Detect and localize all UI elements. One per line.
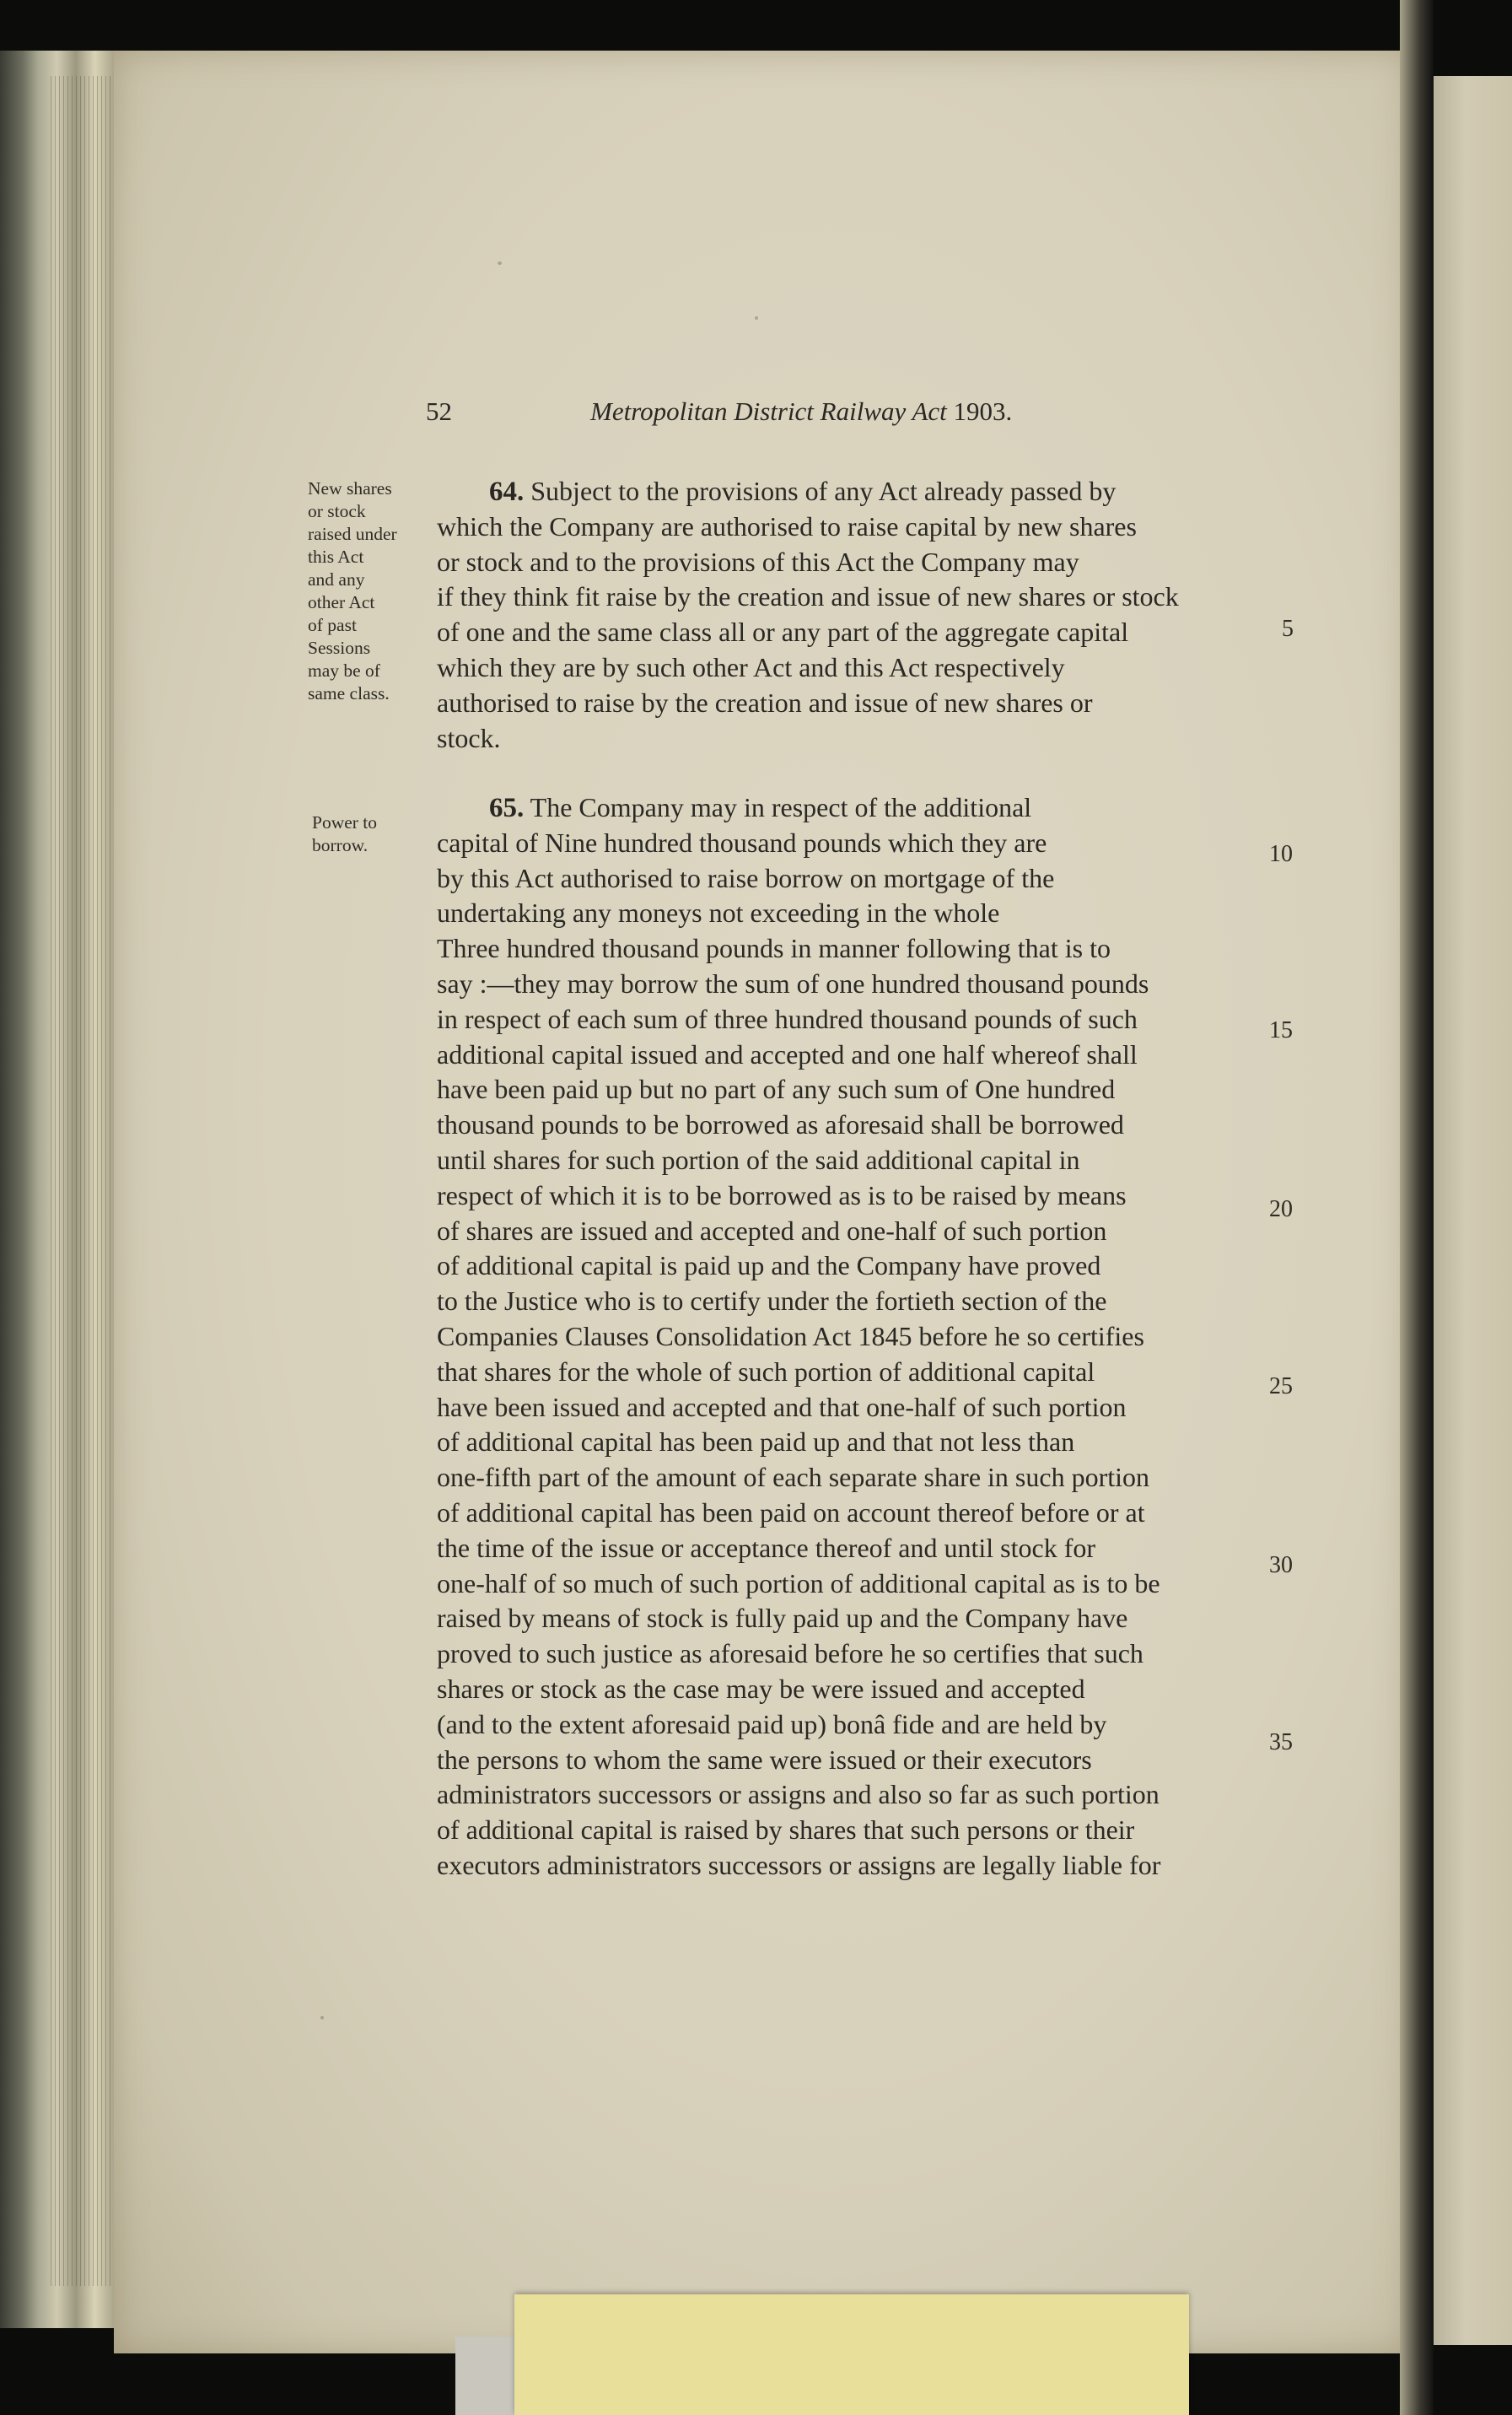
text-line bbox=[437, 509, 1246, 545]
marginal-note-64: New shares or stock raised under this Act and any other Act of past Sessions may be of same class. bbox=[308, 478, 397, 703]
text-line-content: thousand pounds to be borrowed as aforesaid shall be borrowed bbox=[437, 1109, 1124, 1140]
text-line bbox=[437, 1178, 1259, 1214]
page-number: 52 bbox=[426, 396, 452, 426]
text-line-content: of additional capital is paid up and the Company have proved bbox=[437, 1250, 1101, 1281]
margin-line-number: 30 bbox=[1269, 1552, 1293, 1578]
text-line-content: administrators successors or assigns and also so far as such portion bbox=[437, 1779, 1160, 1810]
text-line-content: by this Act authorised to raise borrow on mortgage of the bbox=[437, 862, 1055, 893]
text-line-content: of additional capital is raised by shares that such persons or their bbox=[437, 1814, 1135, 1846]
text-line bbox=[437, 1566, 1259, 1602]
text-line bbox=[437, 1813, 1259, 1848]
text-line-content: of additional capital has been paid up and that not less than bbox=[437, 1426, 1075, 1458]
text-line bbox=[437, 1355, 1259, 1390]
text-line bbox=[437, 545, 1246, 580]
text-line bbox=[437, 1707, 1259, 1743]
text-line bbox=[437, 1214, 1259, 1249]
text-line-content: shares or stock as the case may be were issued and accepted bbox=[437, 1673, 1085, 1704]
text-line bbox=[437, 896, 1259, 931]
margin-line-number: 15 bbox=[1269, 1017, 1293, 1043]
text-line bbox=[437, 721, 1246, 757]
text-line-content: raised by means of stock is fully paid up and the Company have bbox=[437, 1603, 1128, 1634]
paper-speck bbox=[498, 261, 502, 265]
text-line bbox=[437, 1108, 1259, 1143]
text-line bbox=[437, 686, 1246, 721]
margin-line-number: 10 bbox=[1269, 841, 1293, 867]
text-line bbox=[437, 931, 1259, 967]
text-line-content: authorised to raise by the creation and issue of new shares or bbox=[437, 687, 1093, 718]
text-line bbox=[437, 1848, 1259, 1884]
text-line-content: until shares for such portion of the said additional capital in bbox=[437, 1144, 1080, 1175]
text-line bbox=[437, 1072, 1259, 1108]
text-line-content: of additional capital has been paid on account thereof before or at bbox=[437, 1496, 1145, 1528]
text-line-content: additional capital issued and accepted and one half whereof shall bbox=[437, 1038, 1138, 1070]
margin-line-number: 20 bbox=[1269, 1196, 1293, 1222]
section-64 bbox=[437, 474, 1246, 756]
running-title-text: Metropolitan District Railway Act bbox=[590, 396, 947, 426]
text-line bbox=[437, 1672, 1259, 1707]
text-line-content: stock. bbox=[437, 722, 501, 753]
text-line bbox=[437, 967, 1259, 1002]
text-line bbox=[437, 1143, 1259, 1178]
text-line bbox=[437, 1319, 1259, 1355]
text-line bbox=[437, 1038, 1259, 1073]
text-line bbox=[437, 650, 1246, 686]
text-line bbox=[437, 1002, 1259, 1038]
text-line bbox=[437, 1777, 1259, 1813]
margin-line-number: 35 bbox=[1269, 1729, 1293, 1755]
text-line-content: of shares are issued and accepted and one-half of such portion bbox=[437, 1215, 1107, 1246]
text-line-content: if they think fit raise by the creation and issue of new shares or stock bbox=[437, 581, 1179, 612]
text-line-content: which the Company are authorised to raise capital by new shares bbox=[437, 510, 1137, 542]
text-line-content: which they are by such other Act and this Act respectively bbox=[437, 651, 1065, 682]
text-line-content: executors administrators successors or assigns are legally liable for bbox=[437, 1849, 1161, 1880]
text-line bbox=[437, 861, 1259, 897]
text-line-content: one-fifth part of the amount of each separate share in such portion bbox=[437, 1462, 1150, 1493]
section-65 bbox=[437, 790, 1259, 1884]
text-line bbox=[437, 1425, 1259, 1460]
text-line-content: in respect of each sum of three hundred thousand pounds of such bbox=[437, 1003, 1138, 1034]
text-line bbox=[437, 1390, 1259, 1426]
text-line-content: one-half of so much of such portion of additional capital as is to be bbox=[437, 1567, 1160, 1598]
text-line-content: that shares for the whole of such portion of additional capital bbox=[437, 1356, 1095, 1387]
page-edge-stack bbox=[51, 76, 122, 2286]
text-line bbox=[437, 1496, 1259, 1531]
text-line-content: capital of Nine hundred thousand pounds which they are bbox=[437, 827, 1047, 858]
text-line-content: The Company may in respect of the additional bbox=[524, 792, 1032, 822]
text-line-content: proved to such justice as aforesaid before he so certifies that such bbox=[437, 1638, 1143, 1669]
book-gutter bbox=[1400, 0, 1434, 2415]
text-line-content: have been issued and accepted and that one-half of such portion bbox=[437, 1391, 1127, 1422]
text-line bbox=[437, 1743, 1259, 1778]
running-title-year: 1903. bbox=[953, 396, 1013, 426]
text-line-content: (and to the extent aforesaid paid up) bonâ fide and are held by bbox=[437, 1708, 1107, 1739]
section-number: 64. bbox=[489, 477, 525, 507]
text-line-content: Companies Clauses Consolidation Act 1845 before he so certifies bbox=[437, 1320, 1144, 1351]
text-line-content: the time of the issue or acceptance thereof and until stock for bbox=[437, 1532, 1096, 1563]
page-header bbox=[426, 396, 1100, 439]
running-title bbox=[590, 396, 1012, 427]
facing-page-edge bbox=[1434, 76, 1512, 2345]
text-line bbox=[437, 790, 1259, 826]
text-line bbox=[437, 1531, 1259, 1566]
paper-speck bbox=[320, 2016, 324, 2019]
text-line-content: Subject to the provisions of any Act already passed by bbox=[524, 476, 1117, 506]
text-line bbox=[437, 579, 1246, 615]
text-line bbox=[437, 1636, 1259, 1672]
margin-line-number: 5 bbox=[1282, 616, 1294, 642]
text-line bbox=[437, 1248, 1259, 1284]
text-line-content: of one and the same class all or any part of the aggregate capital bbox=[437, 617, 1129, 648]
text-line bbox=[437, 826, 1259, 861]
text-line-content: undertaking any moneys not exceeding in the whole bbox=[437, 898, 1000, 929]
text-line-content: or stock and to the provisions of this Act the Company may bbox=[437, 546, 1079, 577]
text-line bbox=[437, 615, 1246, 650]
text-line-content: respect of which it is to be borrowed as is to be raised by means bbox=[437, 1179, 1127, 1210]
margin-line-number: 25 bbox=[1269, 1373, 1293, 1399]
yellow-paper-tab bbox=[514, 2294, 1189, 2415]
text-line bbox=[437, 1460, 1259, 1496]
text-line bbox=[437, 474, 1246, 509]
text-line-content: say :—they may borrow the sum of one hundred thousand pounds bbox=[437, 968, 1149, 999]
text-line-content: the persons to whom the same were issued or their executors bbox=[437, 1744, 1092, 1775]
text-line bbox=[437, 1284, 1259, 1319]
text-line-content: Three hundred thousand pounds in manner following that is to bbox=[437, 933, 1111, 964]
text-line bbox=[437, 1601, 1259, 1636]
text-line-content: have been paid up but no part of any such sum of One hundred bbox=[437, 1074, 1116, 1105]
marginal-note-65: Power to borrow. bbox=[312, 812, 378, 855]
text-line-content: to the Justice who is to certify under the fortieth section of the bbox=[437, 1286, 1107, 1317]
paper-speck bbox=[755, 316, 758, 320]
section-number: 65. bbox=[489, 793, 525, 823]
